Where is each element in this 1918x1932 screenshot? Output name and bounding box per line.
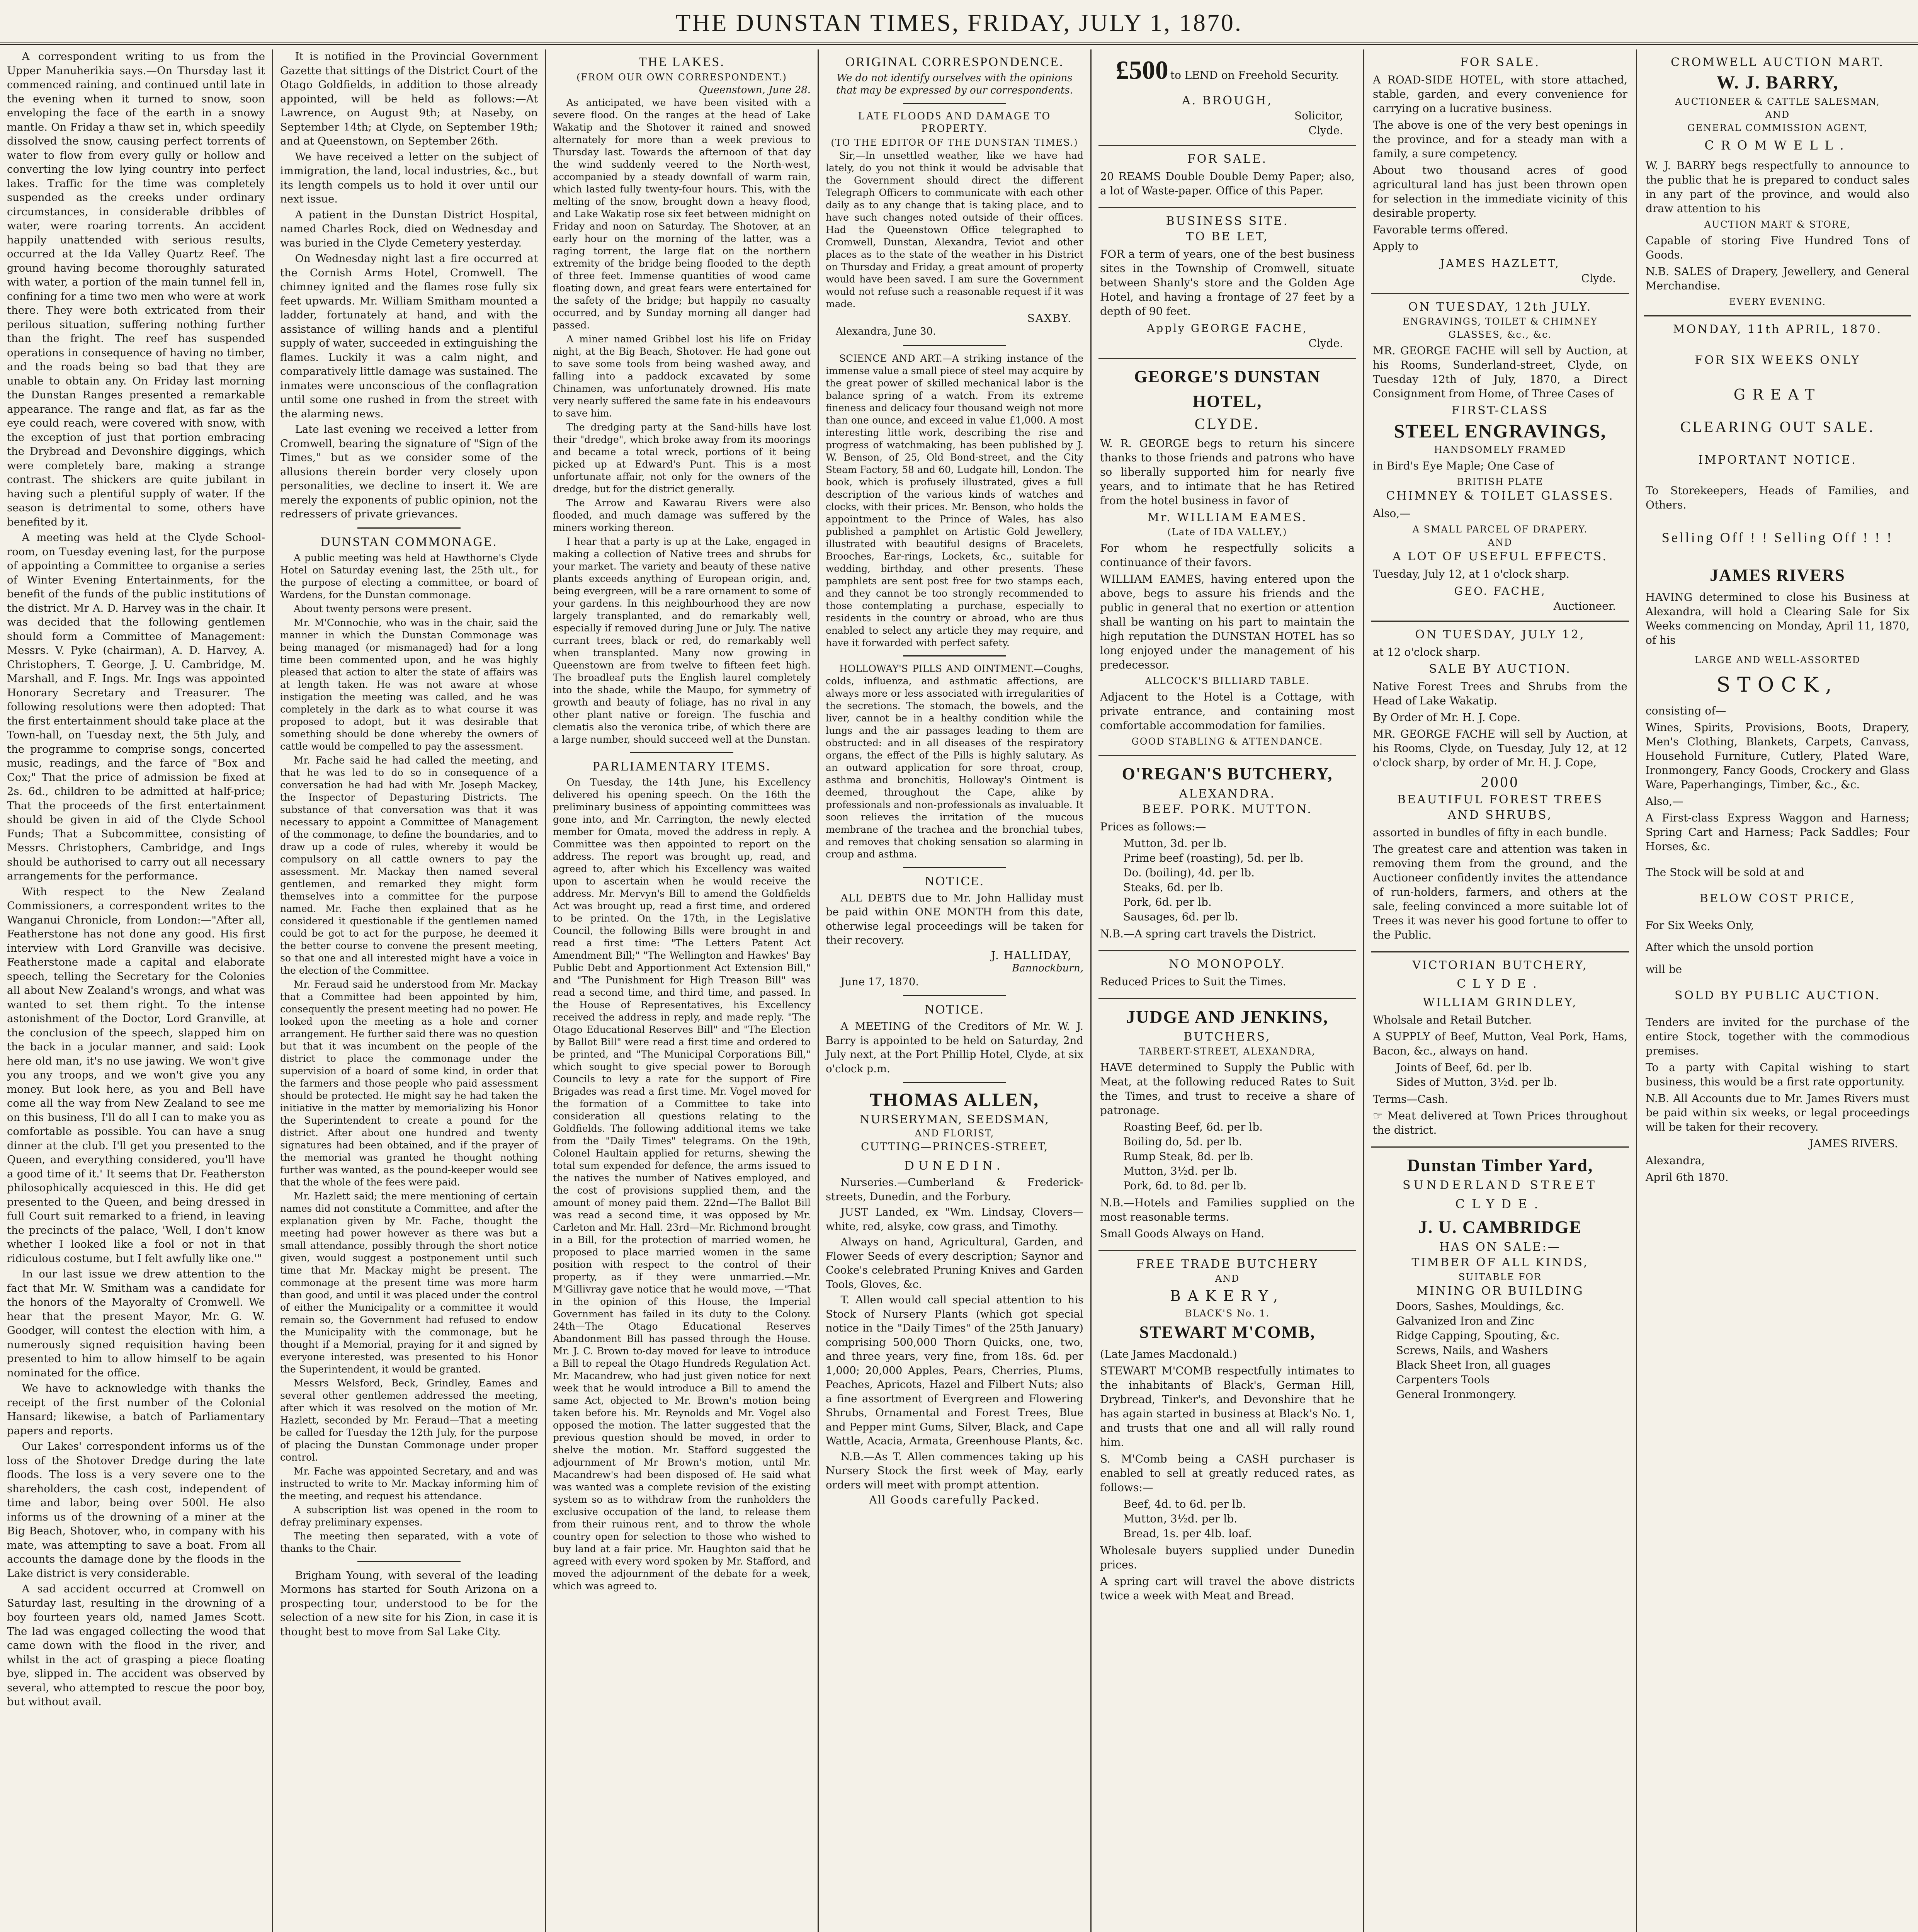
advert-heading: CROMWELL AUCTION MART. — [1671, 56, 1884, 69]
advert-brough — [1098, 49, 1356, 146]
article-paragraph: Messrs Welsford, Beck, Grindley, Eames and several other gentlemen addressed the meeting, after which it was resolved on the motion of Mr. Hazlett, seconded by Mr. Feraud—That a meeting be called for Tuesday the 12th July, for the purpose of placing the Dunstan Commonage under proper control. — [280, 1377, 538, 1463]
advert-name: WILLIAM GRINDLEY, — [1423, 996, 1578, 1009]
advert-time: at 12 o'clock sharp. — [1373, 646, 1481, 658]
advert-paragraph: Nurseries.—Cumberland & Frederick-streets, Dunedin, and the Forbury. — [826, 1176, 1083, 1203]
article-heading: PARLIAMENTARY ITEMS. — [593, 759, 771, 774]
advert-address: SUNDERLAND STREET — [1402, 1179, 1598, 1192]
advertiser-city: DUNEDIN. — [904, 1158, 1005, 1173]
advert-body: For Six Weeks Only, — [1646, 919, 1754, 932]
advert-body: About two thousand acres of good agricultural land has just been thrown open for selection in the immediate vicinity of this desirable property. — [1373, 164, 1627, 219]
article-paragraph: Mr. Feraud said he understood from Mr. Mackay that a Committee had been appointed by him, consequently the present meeting had no power. He looked upon the meeting as a hole and corner arrangement. He further said there was no question but that it was incumbent on the people of the district to place the commonage under the supervision of a board of some kind, in order that the farmers and those people who paid assessment should be protected. He might say he had taken the initiative in the matter by memorializing his Honor the Superintendent to create a pound for the district. After about one hundred and twenty signatures had been obtained, and if the prayer of the memorial was granted he thought nothing further was wanted, as the pound-keeper would see that the whole of the fees were paid. — [280, 978, 538, 1188]
advert-feature: Selling Off ! ! Selling Off ! ! ! — [1661, 530, 1894, 545]
column-5-advertisements — [1092, 49, 1363, 1932]
advert-body: After which the unsold portion — [1646, 941, 1814, 954]
article-heading: ORIGINAL CORRESPONDENCE. — [845, 55, 1064, 69]
advertiser-trade: NURSERYMAN, SEEDSMAN, — [859, 1113, 1050, 1126]
advert-line: in Bird's Eye Maple; One Case of — [1373, 459, 1554, 472]
advert-meats: BEEF. PORK. MUTTON. — [1142, 803, 1313, 816]
advert-subheading: TO BE LET, — [1186, 230, 1269, 243]
advert-heading: Dunstan Timber Yard, — [1407, 1155, 1593, 1175]
article-paragraph: Mr. Fache was appointed Secretary, and and was instructed to write to Mr. Mackay informing him of the meeting, and request his attendance. — [280, 1465, 538, 1502]
advert-body: The greatest care and attention was taken in removing them from the ground, and the Auctioneer confidently invites the attendance of run-holders, farmers, and others at the sale, feeling convinced a more suitable lot of Trees it was never his good fortune to offer to the Public. — [1373, 843, 1627, 941]
article-paragraph: On Tuesday, the 14th June, his Excellency delivered his opening speech. On the 16th the preliminary business of appointing committees was gone into, and Mr. Carrington, the newly elected member for Omata, moved the address in reply. A Committee was then appointed to report on the address. The report was brought up, read, and agreed to, after which his Excellency was waited upon to ascertain when he would receive the address. Mr. Mervyn's Bill to amend the Goldfields Act was brought up, read a first time, and ordered to be printed. On the 17th, in the Legislative Council, the following Bills were brought in and read a first time: "The Letters Patent Act Amendment Bill;" "The Wellington and Hawkes' Bay Public Debt and Apportionment Act Extension Bill," and "The Punishment for High Treason Bill" was read a second time, and third time, and passed. In the House of Representatives, his Excellency received the address in reply, and made reply. "The Otago Educational Reserves Bill" and "The Election by Ballot Bill" were read a first time and ordered to be printed, and "The Municipal Corporations Bill," which sought to give special power to Borough Councils to levy a rate for the support of Fire Brigades was read a first time. Mr. Vogel moved for the formation of a Committee to take into consideration all questions relating to the Goldfields. The following additional items we take from the "Daily Times" telegrams. On the 19th, Colonel Haultain applied for returns, shewing the total sum expended for defence, the arms issued to the natives the number of Natives employed, and the cost of provisions supplied them, and the amount of money paid them. 22nd—The Ballot Bill was read a second time, it was opposed by Mr. Carleton and Mr. Hall. 23rd—Mr. Richmond brought in a Bill, for the protection of married women, he proposed to place married women in the same position with respect to the control of their property, as if they were unmarried.—Mr. M'Gillivray gave notice that he would move, —"That in the opinion of this House, the Imperial Government has failed in its duty to the Colony. 24th—The Otago Educational Reserves Abandonment Bill has passed through the House. Mr. J. C. Brown to-day moved for leave to introduce a Bill to repeal the Otago Hundreds Regulation Act. Mr. Macandrew, who had just given notice for next week that he would introduce a Bill to amend the same Act, objected to Mr. Brown's motion being taken before his. Mr. Reynolds and Mr. Vogel also opposed the motion. The latter suggested that the previous question should be moved, in order to shelve the motion. Mr. Stafford suggested the adjournment of Mr Brown's motion, until Mr. Macandrew's had been disposed of. He said what was wanted was a complete revision of the existing system so as to withdraw from the runholders the exclusive occupation of the land, to release them from their ruinous rent, and to throw the whole country open for selection to those who wished to buy land at a fair price. Mr. Haughton said that he agreed with every word spoken by Mr. Stafford, and moved the adjournment of the debate for a week, which was agreed to. — [553, 777, 811, 1592]
advert-cromwell-auction-mart — [1644, 49, 1911, 316]
article-paragraph: The dredging party at the Sand-hills have lost their "dredge", which broke away from its moorings and became a total wreck, portions of it being picked up at Edward's Punt. This is a most unfortunate affair, not only for the owners of the dredge, but for the district generally. — [553, 422, 811, 495]
advert-paragraph: Always on hand, Agricultural, Garden, and Flower Seeds of every description; Saynor and Cooke's celebrated Pruning Knives and Garden Tools, Gloves, &c. — [826, 1236, 1083, 1291]
advert-subheading: HAS ON SALE:— — [1439, 1240, 1561, 1254]
advert-body: FOR a term of years, one of the best business sites in the Township of Cromwell, situate between Shanly's store and the Golden Age Hotel, and having a frontage of 27 feet by a depth of 90 feet. — [1100, 248, 1355, 318]
news-paragraph: A correspondent writing to us from the Upper Manuherikia says.—On Thursday last it commenced raining, and continued until late in the evening when it turned to snow, soon enveloping the face of the earth in a snowy mantle. On Friday a thaw set in, which speedily dissolved the snow, causing perfect torrents of water to flow from every gully or hollow and converting the low lying country into perfect lakes. Traffic for the time was completely suspended as the creeks under ordinary circumstances, in considerable dribbles of water, were roaring torrents. An accident happily unattended with serious results, occurred at the Ida Valley Quartz Reef. The ground having become thoroughly saturated with water, a portion of the main tunnel fell in, confining for a time two men who were at work there. They were both extricated from their perilous situation, suffering nothing further than the fright. The reef has suspended operations in consequence of having no timber, and the roads being so bad that they are unable to obtain any. On Friday last morning the Dunstan Ranges presented a remarkable appearance. The range and flat, as far as the eye could reach, were covered with snow, with the exception of just that portion embracing the Drybread and Devonshire diggings, which were completely bare, making a strange contrast. The shickers are quite jubilant in having such a plentiful supply of water. If the season is detrimental to some, others have benefited by it. — [7, 50, 265, 528]
advert-line: FOR SIX WEEKS ONLY — [1695, 354, 1860, 367]
advert-body: The Stock will be sold at and — [1646, 866, 1804, 879]
article-heading: DUNSTAN COMMONAGE. — [320, 534, 498, 549]
solicitor-place: Clyde. — [1308, 124, 1343, 137]
price-item: Joints of Beef, 6d. per lb. — [1396, 1061, 1532, 1074]
advert-body: N.B. SALES of Drapery, Jewellery, and General Merchandise. — [1646, 265, 1909, 292]
advertiser-name: THOMAS ALLEN, — [869, 1090, 1040, 1110]
article-paragraph: Mr. Fache said he had called the meeting, and that he was led to do so in consequence of a conversation he had had with Mr. Joseph Mackey, the Inspector of Depasturing Districts. The substance of that conversation was that it was necessary to appoint a Committee of Management of the commonage, to define the boundaries, and to draw up a code of rules, whereby it would be compulsory on all cattle owners to pay the assessment. Mr. Mackay then named several gentlemen, and remarked they might form themselves into a committee for the purpose named. Mr. Fache then explained that as he considered it questionable if the gentlemen named could be got to act for the purpose, he deemed it the better course to convene the present meeting, so that one and all interested might have a voice in the election of the Committee. — [280, 754, 538, 976]
column-1-local-news — [0, 49, 272, 1932]
advert-body: Favorable terms offered. — [1373, 223, 1508, 236]
price-item: Boiling do, 5d. per lb. — [1123, 1135, 1242, 1148]
loan-text: to LEND on Freehold Security. — [1170, 69, 1339, 82]
advert-body: STEWART M'COMB respectfully intimates to the inhabitants of Black's, German Hill, Drybread, Tinker's, and Devonshire that he has again started in business at Black's No. 1, and trusts that one and all will rally round him. — [1100, 1364, 1355, 1449]
advert-body: 20 REAMS Double Double Demy Paper; also, a lot of Waste-paper. Office of this Paper. — [1100, 170, 1355, 197]
column-3-lakes — [546, 49, 818, 1932]
news-paragraph: A meeting was held at the Clyde School-room, on Tuesday evening last, for the purpose of appointing a Committee to organise a series of Winter Evening Entertainments, for the benefit of the funds of the public institutions of the district. Mr A. D. Harvey was in the chair. It was decided that the following gentlemen should form a Committee of Management: Messrs. V. Pyke (chairman), A. D. Harvey, A. Christophers, T. George, J. U. Cambridge, M. Marshall, and F. Ings. Mr. Ings was appointed Honorary Secretary and Treasurer. The following resolutions were then adopted: That the first entertainment should take place at the Town-hall, on Tuesday next, the 5th July, and the programme to comprise songs, concerted music, readings, and the farce of "Box and Cox;" That the price of admission be fixed at 2s. 6d., children to be admitted at half-price; That the proceeds of the first entertainment should be given in aid of the Clyde School Funds; That a Subcommittee, consisting of Messrs. Christophers, Cambridge, and Ings should be authorised to carry out all necessary arrangements for the performance. — [7, 531, 265, 882]
notice-signature: J. HALLIDAY, — [991, 949, 1072, 962]
stock-item: Black Sheet Iron, all guages — [1396, 1359, 1551, 1371]
letter-date: Alexandra, June 30. — [836, 326, 936, 337]
advert-paragraph: T. Allen would call special attention to his Stock of Nursery Plants (which got special notice in the "Daily Times" of the 25th January) comprising 500,000 Thorn Quicks, one, two, and three years, very fine, from 18s. 6d. per 1,000; 20,000 Apples, Pears, Cherries, Plums, Peaches, Apricots, Hazel and Filbert Nuts; also a fine assortment of Evergreen and Flowering Shrubs, Ornamental and Forest Trees, Blue and Pepper mint Gums, Silver, Black, and Cape Wattle, Acacia, Armata, Greenhouse Plants, &c. — [826, 1294, 1083, 1447]
section-divider — [903, 1082, 1006, 1083]
advert-oregans-butchery — [1098, 756, 1356, 951]
news-paragraph: In our last issue we drew attention to the fact that Mr. W. Smitham was a candidate for the honors of the Mayoralty of Cromwell. We hear that the present Mayor, Mr. G. W. Goodger, will contest the election with him, a numerously signed requisition having been presented to him to allow himself to be again nominated for the office. — [7, 1268, 265, 1379]
advert-heading: NO MONOPOLY. — [1169, 957, 1286, 971]
section-divider — [357, 527, 461, 529]
advert-name: JAMES RIVERS — [1710, 566, 1845, 585]
section-divider — [903, 995, 1006, 996]
advert-body: will be — [1646, 963, 1682, 976]
advert-prices-heading: Prices as follows:— — [1100, 820, 1206, 833]
letter-subheading: (TO THE EDITOR OF THE DUNSTAN TIMES.) — [831, 137, 1078, 148]
advertiser-address: CUTTING—PRINCES-STREET, — [860, 1140, 1049, 1153]
advert-forest-trees — [1371, 622, 1629, 952]
advert-line: LARGE AND WELL-ASSORTED — [1695, 655, 1860, 665]
advert-body: MR. GEORGE FACHE will sell by Auction, at his Rooms, Sunderland-street, Clyde, on Tuesday 12th of July, 1870, a Direct Consignment from Home, of Three Cases of — [1373, 344, 1627, 400]
notice-place: Bannockburn, — [1012, 962, 1083, 974]
article-paragraph: Mr. Hazlett said; the mere mentioning of certain names did not constitute a Committee, and after the explanation given by Mr. Fache, thought the meeting had power however as there was but a small attendance, possibly through the short notice given, would suggest a postponement until such time that Mr. Mackay might be present. The commonage at the present time was more harm than good, and until it was placed under the control of either the Municipality or a committee it would remain so, the Government had refused to endow the Municipality with the commonage, but he thought if a Memorial, praying for it and signed by everyone interested, was presented to his Honor the Superintendent, it would be granted. — [280, 1190, 538, 1375]
advert-paper-sale — [1098, 146, 1356, 208]
price-item: Mutton, 3d. per lb. — [1123, 837, 1227, 850]
advert-body: To a party with Capital wishing to start business, this would be a first rate opportunity. — [1646, 1061, 1909, 1088]
advert-line: BRITISH PLATE — [1457, 476, 1544, 487]
price-item: Mutton, 3½d. per lb. — [1123, 1165, 1238, 1177]
advert-heading: GEORGE'S DUNSTAN HOTEL, — [1134, 367, 1321, 411]
news-paragraph: Our Lakes' correspondent informs us of the loss of the Shotover Dredge during the late floods. The loss is a very severe one to the shareholders, the cash cost, independent of time and labor, being over 500l. He also informs us of the drowning of a miner at the Big Beach, Shotover, who, in company with his mate, was attempting to save a boat. From all accounts the damage done by the floods in the Lake district is very considerable. — [7, 1440, 265, 1580]
advert-line: EVERY EVENING. — [1729, 296, 1826, 307]
advert-body: HAVE determined to Supply the Public with Meat, at the following reduced Rates to Suit the Times, and trust to receive a share of patronage. — [1100, 1061, 1355, 1117]
advert-time: Tuesday, July 12, at 1 o'clock sharp. — [1373, 568, 1569, 580]
advert-place: Clyde. — [1308, 337, 1343, 350]
section-divider — [903, 103, 1006, 104]
advert-line: A LOT OF USEFUL EFFECTS. — [1393, 550, 1608, 563]
news-paragraph: On Wednesday night last a fire occurred at the Cornish Arms Hotel, Cromwell. The chimney ignited and the flames rose fully six feet upwards. Mr. William Smitham mounted a ladder, fortunately at hand, and with the assistance of willing hands and a plentiful supply of water, succeeded in extinguishing the flames. Luckily it was a calm night, and comparatively little damage was sustained. The inmates were unconscious of the conflagration until some one rushed in from the street with the alarming news. — [280, 252, 538, 420]
section-divider — [903, 345, 1006, 346]
advert-body: MR. GEORGE FACHE will sell by Auction, at his Rooms, Clyde, on Tuesday, July 12, at 12 o'clock sharp, by order of Mr. H. J. Cope, — [1373, 728, 1627, 769]
advert-city: CLYDE. — [1194, 415, 1260, 432]
advert-feature: BELOW COST PRICE, — [1699, 892, 1856, 905]
article-paragraph: A subscription list was opened in the room to defray preliminary expenses. — [280, 1504, 538, 1528]
letter-signature: SAXBY. — [1027, 312, 1072, 325]
advert-heading: O'REGAN'S BUTCHERY, — [1122, 764, 1333, 783]
section-divider — [903, 655, 1006, 656]
advert-feature: CLEARING OUT SALE. — [1680, 418, 1875, 435]
price-item: Rump Steak, 8d. per lb. — [1123, 1150, 1254, 1163]
advert-line: BEAUTIFUL FOREST TREES — [1397, 793, 1603, 806]
advert-note: (Late James Macdonald.) — [1100, 1348, 1237, 1361]
notice-body: ALL DEBTS due to Mr. John Halliday must be paid within ONE MONTH from this date, otherwise legal proceedings will be taken for their recovery. — [826, 891, 1083, 946]
column-6-advertisements — [1364, 49, 1636, 1932]
article-paragraph: A miner named Gribbel lost his life on Friday night, at the Big Beach, Shotover. He had gone out to save some tools from being washed away, and falling into a paddock excavated by some Chinamen, was unfortunately drowned. His mate very nearly suffered the same fate in his endeavours to save him. — [553, 333, 811, 419]
advert-judge-jenkins — [1098, 999, 1356, 1251]
stock-item: Ridge Capping, Spouting, &c. — [1396, 1329, 1560, 1342]
advert-footer: All Goods carefully Packed. — [869, 1493, 1040, 1506]
price-item: Mutton, 3½d. per lb. — [1123, 1512, 1238, 1525]
article-paragraph: A public meeting was held at Hawthorne's Clyde Hotel on Saturday evening last, the 25th ult., for the purpose of electing a committee, or board of Wardens, for the Dunstan commonage. — [280, 552, 538, 600]
advertiser-trade: AND FLORIST, — [915, 1128, 995, 1139]
advert-title: AUCTIONEER & CATTLE SALESMAN, — [1675, 96, 1880, 107]
news-paragraph: Brigham Young, with several of the leading Mormons has started for South Arizona on a prospecting tour, understood to be for the selection of a new site for his Zion, in case it is thought best to move from Sal Lake City. — [280, 1569, 538, 1638]
article-paragraph: As anticipated, we have been visited with a severe flood. On the ranges at the head of Lake Wakatip and the Shotover it rained and snowed alternately for more than a week previous to Thursday last. Towards the afternoon of that day the wind suddenly veered to the North-west, accompanied by a steady downfall of warm rain, which lasted fully twenty-four hours. This, with the melting of the snow, brought down a heavy flood, and Lake Wakatip rose six feet between midnight on Friday and noon on Saturday. The Shotover, at an early hour on the morning of the latter, was a raging torrent, the large flat on the northern extremity of the bridge being flooded to the depth of three feet. Immense quantities of wood came floating down, and great fears were entertained for the safety of the bridge; but happily no casualty occurred, and by Sunday morning all danger had passed. — [553, 97, 811, 331]
advert-title: GENERAL COMMISSION AGENT, — [1687, 122, 1868, 133]
page-columns — [0, 49, 1918, 1932]
advert-body: Tenders are invited for the purchase of the entire Stock, together with the commodious premises. — [1646, 1016, 1909, 1057]
letter-heading: LATE FLOODS AND DAMAGE TO PROPERTY. — [858, 110, 1051, 134]
advert-city: CROMWELL. — [1704, 138, 1851, 153]
advert-line: MINING OR BUILDING — [1416, 1284, 1584, 1298]
advert-and: AND — [1215, 1273, 1240, 1284]
advert-stock-list: Wines, Spirits, Provisions, Boots, Drapery, Men's Clothing, Blankets, Carpets, Canvass, Household Furniture, Cutlery, Plated Ware, Ironmongery, Fancy Goods, Crockery and Glass Ware, Paperhangings, Timber, &c., &c. — [1646, 721, 1909, 791]
article-paragraph: The meeting then separated, with a vote of thanks to the Chair. — [280, 1530, 538, 1554]
advert-signature: JAMES RIVERS. — [1809, 1137, 1898, 1150]
advert-roadside-hotel — [1371, 49, 1629, 294]
advert-line: GREAT — [1733, 386, 1822, 403]
advert-line: A SMALL PARCEL OF DRAPERY. — [1412, 524, 1588, 535]
advert-quantity: 2000 — [1481, 773, 1520, 791]
advert-body: Apply to — [1373, 240, 1418, 253]
article-paragraph: About twenty persons were present. — [294, 603, 472, 614]
column-7-advertisements — [1637, 49, 1918, 1932]
article-paragraph: I hear that a party is up at the Lake, engaged in making a collection of Native trees and shrubs for your market. The variety and beauty of these native plants exceeds anything of European origin, and, being evergreen, will be a rare ornament to some of your gardens. In this neighbourhood they are now largely transplanted, and do remarkably well, especially if removed during June or July. The native currant trees, black or red, do remarkably well when transplanted. Many now growing in Queenstown are from twelve to fifteen feet high. The broadleaf puts the English laurel completely into the shade, while the Maupo, for symmetry of growth and beauty of foliage, has no rival in any other plant native or foreign. The fuschia and clematis also the veronica tribe, of which there are a large number, should succeed well at the Dunstan. — [553, 536, 811, 745]
price-item: Do. (boiling), 4d. per lb. — [1123, 866, 1255, 879]
advert-subheading: SALE BY AUCTION. — [1429, 662, 1571, 676]
solicitor-name: A. BROUGH, — [1182, 94, 1273, 107]
loan-amount: £500 — [1115, 55, 1168, 85]
advert-name: J. U. CAMBRIDGE — [1418, 1217, 1582, 1237]
advert-body: Adjacent to the Hotel is a Cottage, with private entrance, and containing most comfortable accommodation for families. — [1100, 690, 1355, 732]
advert-body: assorted in bundles of fifty in each bundle. — [1373, 826, 1607, 839]
advert-body: Also,— — [1646, 795, 1683, 808]
advert-contact: JAMES HAZLETT, — [1440, 257, 1560, 270]
advert-line: TIMBER OF ALL KINDS, — [1411, 1256, 1589, 1269]
advert-body: A SUPPLY of Beef, Mutton, Veal Pork, Hams, Bacon, &c., always on hand. — [1373, 1030, 1627, 1057]
notice-body: A MEETING of the Creditors of Mr. W. J. Barry is appointed to be held on Saturday, 2nd July next, at the Port Phillip Hotel, Clyde, at six o'clock p.m. — [826, 1020, 1083, 1075]
advert-and: AND — [1765, 109, 1790, 120]
news-paragraph: It is notified in the Provincial Government Gazette that sittings of the District Court of the Otago Goldfields, in addition to those already appointed, will be held as follows:—At Lawrence, on August 9th; at Naseby, on September 14th; at Clyde, on September 19th; and at Queenstown, on September 26th. — [280, 50, 538, 147]
advert-body: A spring cart will travel the above districts twice a week with Meat and Bread. — [1100, 1575, 1355, 1602]
advert-date: April 6th 1870. — [1646, 1171, 1729, 1184]
advert-place: Clyde. — [1581, 272, 1616, 285]
advert-no-monopoly — [1098, 951, 1356, 999]
dateline: Queenstown, June 28. — [699, 84, 811, 96]
news-paragraph: We have received a letter on the subject of immigration, the land, local industries, &c., but its length compels us to hold it over until our next issue. — [280, 150, 538, 205]
advert-body: Native Forest Trees and Shrubs from the Head of Lake Wakatip. — [1373, 680, 1627, 707]
article-heading: THE LAKES. — [639, 55, 725, 69]
letter-body: Sir,—In unsettled weather, like we have had lately, do you not think it would be advisable that the Government should direct the different Telegraph Officers to communicate with each other daily as to any change that is taking place, and to have such changes noted outside of their offices. Had the Queenstown Office telegraphed to Cromwell, Dunstan, Alexandra, Teviot and other places as to the state of the weather in his District on Thursday and Friday, a great amount of property would have been saved. I am sure the Government would not refuse such a reasonable request if it was made. — [826, 150, 1083, 310]
advert-body: N.B. All Accounts due to Mr. James Rivers must be paid within six weeks, or legal proceedings will be taken for their recovery. — [1646, 1092, 1909, 1133]
advert-line: AND — [1488, 537, 1513, 548]
advert-body: Small Goods Always on Hand. — [1100, 1227, 1265, 1240]
advert-feature: STOCK, — [1716, 673, 1839, 697]
editor-note: We do not identify ourselves with the opinions that may be expressed by our correspondents. — [836, 72, 1073, 96]
advert-body: For whom he respectfully solicits a continuance of their favors. — [1100, 542, 1355, 569]
stock-item: Carpenters Tools — [1396, 1373, 1490, 1386]
advert-name: Mr. WILLIAM EAMES. — [1147, 511, 1308, 524]
advert-date: MONDAY, 11th APRIL, 1870. — [1673, 323, 1882, 336]
news-paragraph: Late last evening we received a letter from Cromwell, bearing the signature of "Sign of the Times," but as we consider some of the allusions therein border very closely upon personalities, we decline to insert it. We are merely the exponents of public opinion, not the redressers of private grievances. — [280, 423, 538, 520]
advert-body: S. M'Comb being a CASH purchaser is enabled to sell at greatly reduced rates, as follows:— — [1100, 1452, 1355, 1494]
advert-body: By Order of Mr. H. J. Cope. — [1373, 711, 1521, 724]
stock-item: Galvanized Iron and Zinc — [1396, 1315, 1534, 1327]
price-item: Pork, 6d. to 8d. per lb. — [1123, 1179, 1247, 1192]
advert-free-trade-bakery — [1098, 1251, 1356, 1612]
advert-line: AND SHRUBS, — [1447, 808, 1553, 822]
newspaper-title: THE DUNSTAN TIMES, FRIDAY, JULY 1, 1870. — [675, 9, 1243, 36]
advert-line: FIRST-CLASS — [1451, 404, 1549, 417]
notice-heading: NOTICE. — [925, 874, 985, 888]
advert-business-site — [1098, 208, 1356, 359]
column-4-correspondence — [819, 49, 1090, 1932]
advert-trade: BUTCHERS, — [1183, 1030, 1271, 1044]
advert-feature: SOLD BY PUBLIC AUCTION. — [1675, 989, 1881, 1002]
price-item: Roasting Beef, 6d. per lb. — [1123, 1121, 1263, 1133]
advert-body: Wholesale buyers supplied under Dunedin prices. — [1100, 1544, 1355, 1571]
advert-body: The above is one of the very best openings in the province, and for a steady man with a family, a sure competency. — [1373, 119, 1627, 160]
auctioneer-title: Auctioneer. — [1553, 600, 1616, 612]
advert-terms: Terms—Cash. — [1373, 1093, 1448, 1105]
advert-heading: ON TUESDAY, 12th JULY. — [1408, 300, 1592, 314]
advert-heading: JUDGE AND JENKINS, — [1126, 1007, 1328, 1027]
advert-name: STEWART M'COMB, — [1139, 1323, 1316, 1342]
advert-address: BLACK'S No. 1. — [1185, 1308, 1270, 1319]
advert-city: CLYDE. — [1455, 1197, 1545, 1211]
advert-city: CLYDE. — [1457, 977, 1544, 991]
advert-contact: Apply GEORGE FACHE, — [1147, 322, 1308, 335]
advert-paragraph: N.B.—As T. Allen commences taking up his Nursery Stock the first week of May, early orders will meet with prompt attention. — [826, 1450, 1083, 1491]
advert-line: IMPORTANT NOTICE. — [1698, 453, 1857, 467]
section-divider — [630, 752, 733, 753]
advert-place: Alexandra, — [1646, 1154, 1705, 1167]
advert-heading: FREE TRADE BUTCHERY — [1136, 1257, 1319, 1271]
advert-timber-yard — [1371, 1148, 1629, 1409]
news-paragraph: SCIENCE AND ART.—A striking instance of the immense value a small piece of steel may acquire by the great power of skilled mechanical labor is the balance spring of a watch. From its extreme fineness and delicacy four thousand weigh not more than one ounce, and exceed in value £1,000. A most interesting little work, describing the rise and progress of watchmaking, has been published by J. W. Benson, of 25, Old Bond-street, and the City Steam Factory, 58 and 60, Ludgate hill, London. The book, which is profusely illustrated, gives a full description of the various kinds of watches and clocks, with their prices. Mr. Benson, who holds the appointment to the Prince of Wales, has also published a pamphlet on Artistic Gold Jewellery, illustrated with beautiful designs of Bracelets, Brooches, Ear-rings, Lockets, &c., suitable for wedding, birthday, and other presents. These pamphlets are sent post free for two stamps each, and they cannot be too strongly recommended to those contemplating a purchase, especially to residents in the country or abroad, who are thus enabled to select any article they may require, and have it forwarded with perfect safety. — [826, 352, 1083, 648]
article-paragraph: Mr. M'Connochie, who was in the chair, said the manner in which the Dunstan Commonage was being managed (or mismanaged) had for a long time been commented upon, and he was highly pleased that action to alter the state of affairs was at length taken. He was not aware at whose instigation the meeting was called, and he was completely in the dark as to what course it was proposed to adopt, but it was desirable that something should be done whereby the owners of cattle would be compelled to pay the assessment. — [280, 617, 538, 752]
advert-body: A ROAD-SIDE HOTEL, with store attached, stable, garden, and every convenience for carrying on a lucrative business. — [1373, 73, 1627, 115]
advert-body: HAVING determined to close his Business at Alexandra, will hold a Clearing Sale for Six Weeks commencing on Monday, April 11, 1870, of his — [1646, 591, 1909, 646]
price-item: Pork, 6d. per lb. — [1123, 896, 1212, 908]
advert-subheading: GLASSES, &c., &c. — [1448, 329, 1552, 340]
stock-item: General Ironmongery. — [1396, 1388, 1517, 1401]
advert-body: Reduced Prices to Suit the Times. — [1100, 975, 1286, 988]
notice-date: June 17, 1870. — [840, 975, 919, 988]
auctioneer-name: GEO. FACHE, — [1454, 585, 1546, 597]
advert-subheading: ENGRAVINGS, TOILET & CHIMNEY — [1403, 316, 1598, 327]
advert-body: W. R. GEORGE begs to return his sincere thanks to those friends and patrons who have so liberally supported him for nearly five years, and to intimate that he has Retired from the hotel business in favor of — [1100, 437, 1355, 507]
advert-feature: STEEL ENGRAVINGS, — [1394, 420, 1607, 442]
news-paragraph: A sad accident occurred at Cromwell on Saturday last, resulting in the drowning of a boy fourteen years old, named James Scott. The lad was engaged collecting the wood that came down with the flood in the river, and whilst in the act of grasping a piece floating bye, slipped in. The accident was observed by several, who attempted to rescue the poor boy, but without avail. — [7, 1583, 265, 1708]
stock-item: Doors, Sashes, Mouldings, &c. — [1396, 1300, 1564, 1313]
advert-dunstan-hotel — [1098, 359, 1356, 756]
article-subheading: (FROM OUR OWN CORRESPONDENT.) — [576, 72, 787, 83]
column-2-local-news — [273, 49, 545, 1932]
advert-heading: VICTORIAN BUTCHERY, — [1412, 959, 1588, 972]
advert-victorian-butchery — [1371, 952, 1629, 1148]
news-paragraph: We have to acknowledge with thanks the receipt of the first number of the Colonial Hansard; likewise, a batch of Parliamentary papers and reports. — [7, 1382, 265, 1437]
price-item: Steaks, 6d. per lb. — [1123, 881, 1223, 894]
advert-body: ☞ Meat delivered at Town Prices throughout the district. — [1373, 1109, 1627, 1136]
advert-engravings — [1371, 294, 1629, 622]
news-paragraph: HOLLOWAY'S PILLS AND OINTMENT.—Coughs, colds, influenza, and asthmatic affections, are always more or less associated with irregularities of the secretions. The stomach, the bowels, and the liver, cannot be in a healthy condition while the lungs and the air passages leading to them are obstructed: and in all diseases of the respiratory organs, the effect of the Pills is highly salutary. As an outward application for sore throat, croup, asthma and bronchitis, Holloway's Ointment is deemed, throughout the Cape, alike by professionals and non-professionals as invaluable. It soon relieves the irritation of the mucous membrane of the trachea and the bronchial tubes, and removes that choking sensation so alarming in croup and asthma. — [826, 663, 1083, 860]
advert-name: W. J. BARRY, — [1716, 72, 1839, 93]
stock-item: Screws, Nails, and Washers — [1396, 1344, 1548, 1357]
advert-heading: FOR SALE. — [1187, 152, 1268, 166]
price-item: Prime beef (roasting), 5d. per lb. — [1123, 852, 1304, 864]
advert-trade: Wholsale and Retail Butcher. — [1373, 1014, 1532, 1026]
advert-line: HANDSOMELY FRAMED — [1434, 444, 1566, 455]
masthead — [0, 0, 1918, 45]
article-paragraph: The Arrow and Kawarau Rivers were also flooded, and much damage was suffered by the miners working thereon. — [553, 497, 811, 533]
news-paragraph: With respect to the New Zealand Commissioners, a correspondent writes to the Wanganui Chronicle, from London:—"After all, Featherstone has not done any good. His first interview with Lord Granville was decisive. Featherstone made a capital and elaborate speech, telling the Secretary for the Colonies all about New Zealand's wrongs, and what was wanted to set them right. To the intense astonishment of the Doctor, Lord Granville, at the conclusion of the speech, slapped him on the back in a jocular manner, and said: Look here old man, it's no use jawing. We won't give you any troops, and we won't give you any money. But look here, as you and Bell have come all the way from New Zealand to see me on this business, I'll do all I can to make you as comfortable as possible. You can have a snug dinner at the club. I'll get you presented to the Queen, and everything considered, you'll have a good time of it.' It seems that Dr. Featherston philosophically acquiesced in this. He did get presented to the Queen, and being dressed in full Court suit remarked to a friend, in leaving the precincts of the palace, 'Well, I don't know whether I looked like a fool or not in that ridiculous costume, but I felt awfully like one.'" — [7, 885, 265, 1265]
news-paragraph: A patient in the Dunstan District Hospital, named Charles Rock, died on Wednesday and was buried in the Clyde Cemetery yesterday. — [280, 208, 538, 249]
section-divider — [903, 867, 1006, 868]
advert-city: ALEXANDRA. — [1179, 787, 1276, 801]
advert-body: N.B.—A spring cart travels the District. — [1100, 927, 1316, 940]
solicitor-title: Solicitor, — [1294, 109, 1343, 122]
price-item: Sausages, 6d. per lb. — [1123, 910, 1238, 923]
advert-paragraph: JUST Landed, ex "Wm. Lindsay, Clovers—white, red, alsyke, cow grass, and Timothy. — [826, 1206, 1083, 1233]
price-item: Sides of Mutton, 3½d. per lb. — [1396, 1076, 1558, 1088]
advert-body: A First-class Express Waggon and Harness; Spring Cart and Harness; Pack Saddles; Four Horses, &c. — [1646, 811, 1909, 853]
advert-note: ALLCOCK'S BILLIARD TABLE. — [1145, 675, 1310, 686]
advert-body: W. J. BARRY begs respectfully to announce to the public that he is prepared to conduct sales in any part of the province, and would also draw attention to his — [1646, 159, 1909, 215]
advert-line: SUITABLE FOR — [1458, 1272, 1542, 1282]
advert-body: To Storekeepers, Heads of Families, and Others. — [1646, 484, 1909, 511]
advert-address: TARBERT-STREET, ALEXANDRA, — [1139, 1046, 1316, 1057]
advert-line: AUCTION MART & STORE, — [1704, 219, 1851, 230]
notice-heading: NOTICE. — [925, 1002, 985, 1017]
advert-line: CHIMNEY & TOILET GLASSES. — [1386, 489, 1614, 503]
advert-body: Capable of storing Five Hundred Tons of Goods. — [1646, 234, 1909, 261]
advert-body: consisting of— — [1646, 704, 1726, 717]
advert-heading: ON TUESDAY, JULY 12, — [1415, 628, 1585, 641]
advert-clearing-sale — [1644, 316, 1911, 1194]
advert-heading: FOR SALE. — [1460, 56, 1541, 69]
price-item: Bread, 1s. per 4lb. loaf. — [1123, 1527, 1252, 1540]
advert-heading: BAKERY, — [1170, 1287, 1285, 1304]
advert-line: Also,— — [1373, 507, 1411, 520]
price-item: Beef, 4d. to 6d. per lb. — [1123, 1498, 1246, 1510]
advert-note: GOOD STABLING & ATTENDANCE. — [1131, 736, 1323, 747]
advert-heading: BUSINESS SITE. — [1166, 214, 1289, 228]
advert-body: WILLIAM EAMES, having entered upon the above, begs to assure his friends and the public in general that no exertion or attention shall be wanting on his part to maintain the high reputation the DUNSTAN HOTEL has so long enjoyed under the management of his predecessor. — [1100, 573, 1355, 671]
advert-body: N.B.—Hotels and Families supplied on the most reasonable terms. — [1100, 1196, 1355, 1223]
advert-note: (Late of IDA VALLEY,) — [1167, 527, 1287, 537]
section-divider — [357, 1561, 461, 1562]
